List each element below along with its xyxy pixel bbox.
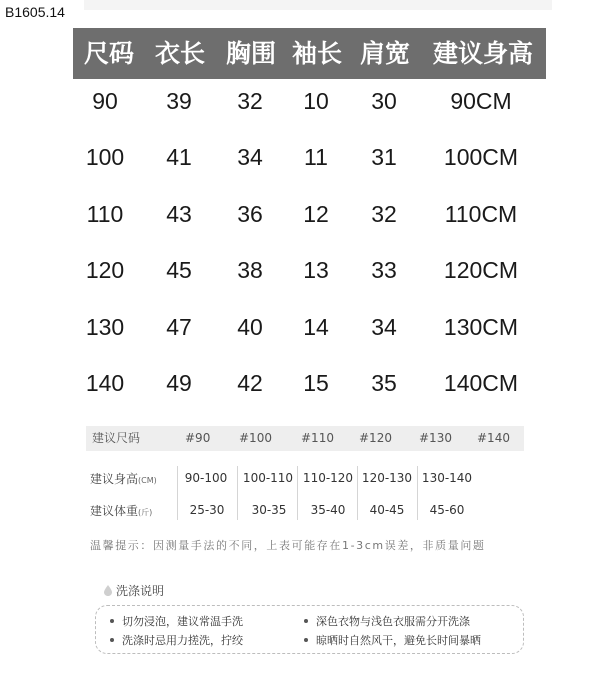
cell-length: 49 [166,370,192,396]
height-label: 建议身高(CM) [90,472,157,486]
cell-sleeve: 15 [303,370,329,396]
cell-size: 90 [92,88,118,114]
washing-item: 晾晒时自然风干，避免长时间暴晒 [304,632,481,648]
weight-range: 45-60 [429,503,465,517]
cell-sleeve: 10 [303,88,329,114]
recommended-size-label: 建议尺码 [92,431,141,445]
recommended-size-bar [86,426,524,451]
cell-height: 130CM [443,314,519,340]
height-range: 100-110 [242,471,294,485]
column-divider [177,466,178,520]
cell-shoulder: 30 [371,88,397,114]
column-divider [357,466,358,520]
header-shoulder: 肩宽 [359,39,411,68]
cell-sleeve: 14 [303,314,329,340]
table-row [73,81,546,121]
column-divider [417,466,418,520]
recommended-size: #130 [419,431,452,445]
weight-range: 40-45 [369,503,405,517]
recommended-size: #120 [359,431,392,445]
header-length: 衣长 [154,39,206,68]
size-table-header [73,28,546,79]
weight-unit: (斤) [138,508,153,517]
bullet-icon [110,638,114,642]
cell-size: 120 [85,257,125,283]
cell-shoulder: 33 [371,257,397,283]
height-range: 130-140 [421,471,473,485]
weight-range: 25-30 [189,503,225,517]
table-row [73,307,546,347]
recommended-size: #100 [239,431,272,445]
cell-chest: 32 [237,88,263,114]
height-range: 110-120 [302,471,354,485]
washing-box [95,605,524,654]
weight-range: 35-40 [310,503,346,517]
header-height: 建议身高 [432,39,534,68]
cell-shoulder: 31 [371,144,397,170]
cell-chest: 42 [237,370,263,396]
recommended-size: #110 [301,431,334,445]
washing-item: 切勿浸泡，建议常温手洗 [110,613,243,629]
cell-sleeve: 12 [303,201,329,227]
table-row [73,363,546,403]
cell-height: 100CM [443,144,519,170]
washing-item: 深色衣物与浅色衣服需分开洗涤 [304,613,470,629]
cell-size: 130 [85,314,125,340]
column-divider [237,466,238,520]
header-sleeve: 袖长 [291,39,343,68]
recommended-size: #140 [477,431,510,445]
cell-chest: 34 [237,144,263,170]
bullet-icon [304,638,308,642]
column-divider [297,466,298,520]
height-unit: (CM) [138,476,157,485]
cell-chest: 40 [237,314,263,340]
cell-size: 110 [86,201,124,227]
cell-length: 43 [166,201,192,227]
table-row [73,194,546,234]
cell-shoulder: 34 [371,314,397,340]
bullet-icon [110,619,114,623]
height-range: 120-130 [361,471,413,485]
weight-label: 建议体重(斤) [90,504,153,518]
measurement-note: 温馨提示：因测量手法的不同，上表可能存在1-3cm误差，非质量问题 [90,539,486,552]
cell-sleeve: 13 [303,257,329,283]
cell-chest: 36 [237,201,263,227]
cell-shoulder: 35 [371,370,397,396]
cell-height: 90CM [450,88,512,114]
water-drop-icon [104,585,112,596]
cell-height: 110CM [444,201,518,227]
height-range: 90-100 [184,471,228,485]
table-row [73,137,546,177]
cell-sleeve: 11 [304,144,328,170]
cell-shoulder: 32 [371,201,397,227]
recommended-size: #90 [185,431,211,445]
cell-chest: 38 [237,257,263,283]
cell-size: 100 [85,144,125,170]
header-size: 尺码 [83,39,135,68]
cell-length: 41 [166,144,192,170]
table-row [73,250,546,290]
cell-length: 39 [166,88,192,114]
cell-length: 47 [166,314,192,340]
washing-item: 洗涤时忌用力搓洗，拧绞 [110,632,243,648]
cell-length: 45 [166,257,192,283]
header-chest: 胸围 [225,39,277,68]
weight-range: 30-35 [251,503,287,517]
cell-height: 140CM [443,370,519,396]
cell-height: 120CM [443,257,519,283]
cell-size: 140 [85,370,125,396]
washing-title: 洗涤说明 [104,582,164,599]
top-strip [84,0,552,10]
bullet-icon [304,619,308,623]
product-code: B1605.14 [5,4,65,20]
